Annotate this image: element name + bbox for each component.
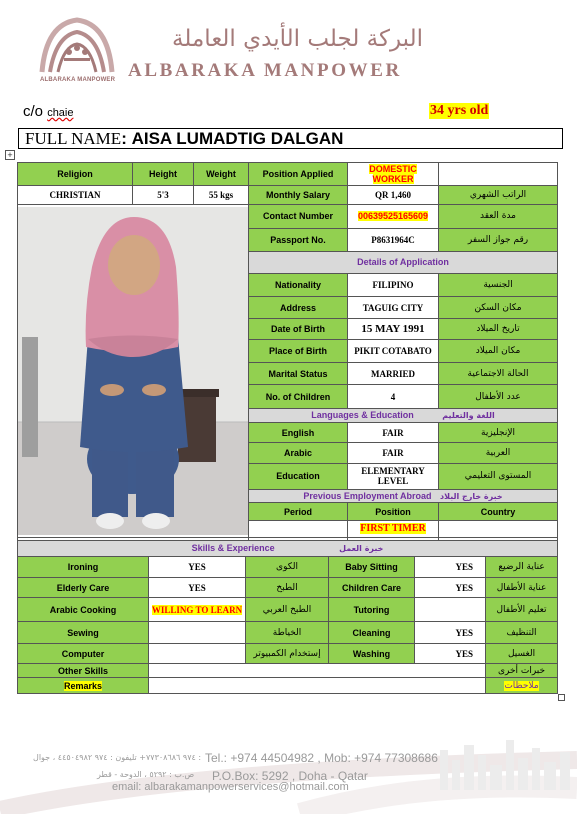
brand-name-english: ALBARAKA MANPOWER bbox=[128, 60, 402, 81]
skill-washing-label: Washing bbox=[329, 644, 415, 664]
full-name-box bbox=[18, 128, 563, 149]
contact-number-value: 00639525165609 bbox=[357, 211, 429, 222]
footer-address: P.O.Box: 5292 , Doha - Qatar bbox=[212, 769, 368, 783]
contact-number-label: Contact Number bbox=[249, 205, 348, 229]
skills-section-title: Skills & Experience bbox=[191, 543, 275, 553]
skill-ironing-arabic: الكوى bbox=[246, 557, 329, 578]
employment-section-header bbox=[249, 489, 558, 503]
full-name-colon: : bbox=[121, 129, 127, 148]
skill-sewing-arabic: الخياطة bbox=[246, 622, 329, 644]
applicant-photo bbox=[18, 207, 249, 535]
photo-cell bbox=[18, 205, 249, 538]
other-skills-arabic: خبرات أخرى bbox=[486, 664, 558, 678]
monthly-salary-arabic: الراتب الشهري bbox=[439, 186, 558, 205]
arabic-language-label: Arabic bbox=[249, 443, 348, 463]
skill-sewing-label: Sewing bbox=[18, 622, 149, 644]
care-of-prefix: c/o bbox=[23, 103, 44, 120]
footer-address-arabic: ص.ب : ٥٢٩٢ ، الدوحة - قطر bbox=[97, 770, 195, 779]
weight-header: Weight bbox=[194, 163, 249, 186]
skill-baby-sitting-value: YES bbox=[415, 557, 486, 578]
education-label: Education bbox=[249, 463, 348, 489]
country-column-header: Country bbox=[439, 503, 558, 520]
children-arabic: عدد الأطفال bbox=[439, 385, 558, 409]
skill-arabic-cooking-arabic: الطبخ العربي bbox=[246, 598, 329, 622]
skill-sewing-value bbox=[149, 622, 246, 644]
nationality-label: Nationality bbox=[249, 273, 348, 297]
dob-value: 15 MAY 1991 bbox=[348, 318, 439, 339]
passport-value: P8631964C bbox=[348, 228, 439, 252]
employment-section-arabic: خبرة خارج البلاد bbox=[440, 491, 503, 501]
children-label: No. of Children bbox=[249, 385, 348, 409]
skill-cleaning-arabic: التنظيف bbox=[486, 622, 558, 644]
full-name-label: FULL NAME bbox=[25, 129, 122, 148]
remarks-arabic: ملاحظات bbox=[504, 680, 539, 691]
education-value: ELEMENTARY LEVEL bbox=[348, 463, 439, 489]
other-skills-label: Other Skills bbox=[18, 664, 149, 678]
care-of-line bbox=[23, 103, 73, 120]
contact-number-arabic: مدة العقد bbox=[439, 205, 558, 229]
children-value: 4 bbox=[348, 385, 439, 409]
skill-computer-arabic: إستخدام الكمبيوتر bbox=[246, 644, 329, 664]
english-label: English bbox=[249, 422, 348, 442]
skill-ironing-value: YES bbox=[149, 557, 246, 578]
care-of-name: chaie bbox=[47, 107, 74, 119]
address-label: Address bbox=[249, 297, 348, 318]
address-value: TAGUIG CITY bbox=[348, 297, 439, 318]
dob-label: Date of Birth bbox=[249, 318, 348, 339]
skill-arabic-cooking-label: Arabic Cooking bbox=[18, 598, 149, 622]
languages-section-header bbox=[249, 409, 558, 423]
skill-elderly-care-value: YES bbox=[149, 578, 246, 598]
first-timer-note: FIRST TIMER bbox=[360, 523, 426, 535]
position-applied-label: Position Applied bbox=[249, 163, 348, 186]
remarks-value bbox=[149, 678, 486, 694]
brand-name-arabic: البركة لجلب الأيدي العاملة bbox=[172, 26, 423, 52]
skill-tutoring-arabic: تعليم الأطفال bbox=[486, 598, 558, 622]
dob-arabic: تاريخ الميلاد bbox=[439, 318, 558, 339]
skills-section-arabic: خبرة العمل bbox=[339, 544, 384, 553]
skill-tutoring-value bbox=[415, 598, 486, 622]
logo-caption: ALBARAKA MANPOWER bbox=[40, 77, 116, 83]
period-column-header: Period bbox=[249, 503, 348, 520]
marital-status-arabic: الحالة الاجتماعية bbox=[439, 362, 558, 385]
skill-cleaning-label: Cleaning bbox=[329, 622, 415, 644]
monthly-salary-value: QR 1,460 bbox=[348, 186, 439, 205]
marital-status-value: MARRIED bbox=[348, 362, 439, 385]
passport-label: Passport No. bbox=[249, 228, 348, 252]
skill-baby-sitting-label: Baby Sitting bbox=[329, 557, 415, 578]
arabic-language-arabic: العربية bbox=[439, 443, 558, 463]
height-header: Height bbox=[133, 163, 194, 186]
table-resize-handle[interactable] bbox=[558, 694, 565, 701]
english-arabic: الإنجليزية bbox=[439, 422, 558, 442]
monthly-salary-label: Monthly Salary bbox=[249, 186, 348, 205]
skill-children-care-label: Children Care bbox=[329, 578, 415, 598]
position-applied-value: DOMESTIC WORKER bbox=[369, 164, 417, 184]
remarks-label: Remarks bbox=[63, 680, 103, 691]
address-arabic: مكان السكن bbox=[439, 297, 558, 318]
biodata-table bbox=[17, 162, 558, 563]
education-arabic: المستوى التعليمي bbox=[439, 463, 558, 489]
religion-header: Religion bbox=[18, 163, 133, 186]
skill-elderly-care-label: Elderly Care bbox=[18, 578, 149, 598]
weight-value: 55 kgs bbox=[194, 186, 249, 205]
languages-section-title: Languages & Education bbox=[311, 409, 414, 420]
age-badge: 34 yrs old bbox=[430, 103, 489, 118]
place-of-birth-value: PIKIT COTABATO bbox=[348, 340, 439, 363]
skill-computer-value bbox=[149, 644, 246, 664]
skill-arabic-cooking-value: WILLING TO LEARN bbox=[151, 604, 243, 615]
footer-email: email: albarakamanpowerservices@hotmail.com bbox=[112, 781, 349, 793]
footer-phone-arabic: ٩٧٤ ٧٧٣٠٨٦٨٦+ تليفون : ٩٧٤ ٤٤٥٠٤٩٨٢ ، جوال : bbox=[33, 753, 202, 762]
height-value: 5'3 bbox=[133, 186, 194, 205]
skill-baby-sitting-arabic: عناية الرضيع bbox=[486, 557, 558, 578]
position-column-header: Position bbox=[348, 503, 439, 520]
religion-value: CHRISTIAN bbox=[18, 186, 133, 205]
place-of-birth-label: Place of Birth bbox=[249, 340, 348, 363]
nationality-arabic: الجنسية bbox=[439, 273, 558, 297]
skill-elderly-care-arabic: الطبخ bbox=[246, 578, 329, 598]
skills-section-header bbox=[18, 541, 558, 557]
skills-table bbox=[17, 540, 558, 694]
skill-children-care-value: YES bbox=[415, 578, 486, 598]
passport-arabic: رقم جواز السفر bbox=[439, 228, 558, 252]
nationality-value: FILIPINO bbox=[348, 273, 439, 297]
languages-section-arabic: اللغة والتعليم bbox=[442, 410, 495, 420]
employment-section-title: Previous Employment Abroad bbox=[303, 490, 432, 501]
skill-washing-arabic: الغسيل bbox=[486, 644, 558, 664]
company-logo bbox=[36, 14, 118, 76]
skill-children-care-arabic: عناية الأطفال bbox=[486, 578, 558, 598]
table-move-handle[interactable]: + bbox=[5, 150, 15, 160]
arabic-language-value: FAIR bbox=[348, 443, 439, 463]
full-name-value: AISA LUMADTIG DALGAN bbox=[131, 129, 344, 148]
place-of-birth-arabic: مكان الميلاد bbox=[439, 340, 558, 363]
footer-phone: Tel.: +974 44504982 , Mob: +974 77308686 bbox=[205, 751, 438, 765]
skill-tutoring-label: Tutoring bbox=[329, 598, 415, 622]
skill-computer-label: Computer bbox=[18, 644, 149, 664]
skill-washing-value: YES bbox=[415, 644, 486, 664]
other-skills-value bbox=[149, 664, 486, 678]
application-section-title: Details of Application bbox=[249, 252, 558, 273]
english-value: FAIR bbox=[348, 422, 439, 442]
marital-status-label: Marital Status bbox=[249, 362, 348, 385]
skill-cleaning-value: YES bbox=[415, 622, 486, 644]
skill-ironing-label: Ironing bbox=[18, 557, 149, 578]
